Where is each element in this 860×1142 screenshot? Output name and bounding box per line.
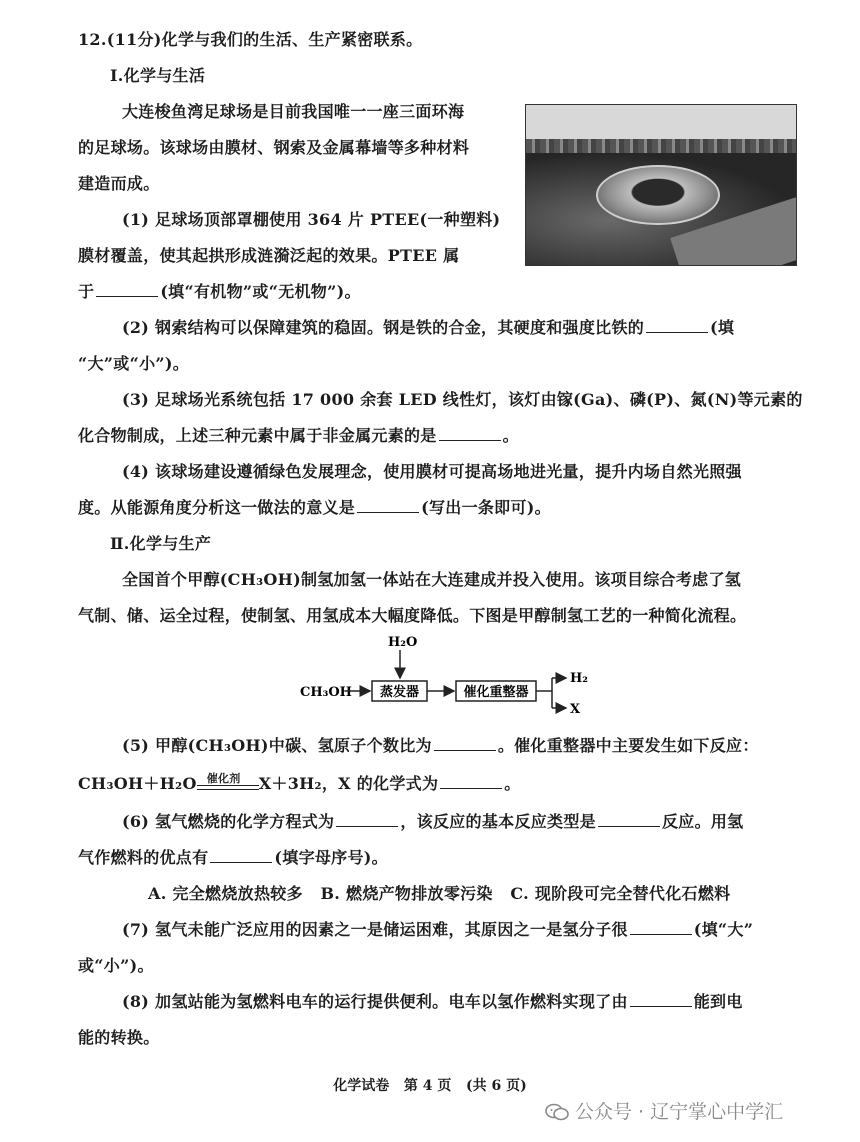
section1-title: Ⅰ.化学与生活 [110,66,206,85]
q5-line-2 [78,772,521,796]
intro-line-2: 的足球场。该球场由膜材、钢索及金属幕墙等多种材料 [78,138,470,157]
q4-suffix: (写出一条即可)。 [421,498,551,517]
evaporator-label: 蒸发器 [379,685,420,700]
q6b-suffix: (填字母序号)。 [274,848,388,867]
q7-line-1 [122,918,753,942]
q5-end: 。 [504,774,521,793]
reaction-line-top [197,785,259,786]
q5-line-1 [122,734,759,758]
q6-options: A. 完全燃烧放热较多 B. 燃烧产物排放零污染 C. 现阶段可完全替代化石燃料 [148,884,731,903]
q8-suffix: 能到电 [693,992,743,1011]
answer-blank-2[interactable] [646,318,708,333]
p2-line-2: 气制、储、运全过程，使制氢、用氢成本大幅度降低。下图是甲醇制氢工艺的一种简化流程。 [78,606,747,625]
photo-skyline [526,139,796,153]
q1-line-3 [78,280,361,304]
answer-blank-5a[interactable] [434,736,496,751]
answer-blank-1[interactable] [96,282,158,297]
answer-blank-5b[interactable] [440,774,502,789]
q7-suffix: (填“大” [693,920,754,939]
q7-prefix: (7) 氢气未能广泛应用的因素之一是储运困难，其原因之一是氢分子很 [122,920,628,939]
diagram-input-water: H₂O [388,635,418,650]
intro-line-3: 建造而成。 [78,174,160,193]
answer-blank-7[interactable] [630,920,692,935]
p2-line-1: 全国首个甲醇(CH₃OH)制氢加氢一体站在大连建成并投入使用。该项目综合考虑了氢 [122,570,742,589]
watermark-text: 公众号 · 辽宁掌心中学汇 [575,1101,784,1123]
photo-stadium [596,165,720,225]
q3-line-2 [78,424,519,448]
answer-blank-6a[interactable] [336,812,398,827]
q2-suffix: (填 [710,318,735,337]
q1-line-1: (1) 足球场顶部罩棚使用 364 片 PTEE(一种塑料) [122,210,501,229]
answer-blank-8[interactable] [630,992,692,1007]
catalyst-label: 催化剂 [206,771,241,785]
reaction-left: CH₃OH＋H₂O [78,774,197,793]
wechat-icon [545,1103,569,1121]
intro-line-1: 大连梭鱼湾足球场是目前我国唯一一座三面环海 [122,102,465,121]
diagram-input-methanol: CH₃OH [300,685,352,700]
q3-prefix: 化合物制成，上述三种元素中属于非金属元素的是 [78,426,437,445]
process-flow-diagram [290,628,610,728]
diagram-output-h2: H₂ [570,671,588,686]
q6-line-1 [122,810,743,834]
q6-suffix: 反应。用氢 [661,812,744,831]
watermark [545,1097,783,1124]
q1-prefix: 于 [78,282,95,301]
reformer-label: 催化重整器 [463,685,529,700]
reaction-right: X＋3H₂，X 的化学式为 [258,774,439,793]
section2-title: Ⅱ.化学与生产 [110,534,212,553]
q6b-prefix: 气作燃料的优点有 [78,848,209,867]
q7-line-2: 或“小”)。 [78,956,154,975]
q8-line-1 [122,990,743,1014]
reaction-arrow [197,771,259,795]
q1-suffix: (填“有机物”或“无机物”)。 [160,282,361,301]
q5-prefix: (5) 甲醇(CH₃OH)中碳、氢原子个数比为 [122,736,432,755]
footer-text: 化学试卷 第 4 页 (共 6 页) [333,1078,527,1094]
reaction-line-bottom [197,789,259,790]
answer-blank-6b[interactable] [598,812,660,827]
q6-line-2 [78,846,388,870]
q4-line-2 [78,496,551,520]
question-header: 12.(11分)化学与我们的生活、生产紧密联系。 [78,30,423,49]
q8-prefix: (8) 加氢站能为氢燃料电车的运行提供便利。电车以氢作燃料实现了由 [122,992,628,1011]
q3-line-1: (3) 足球场光系统包括 17 000 余套 LED 线性灯，该灯由镓(Ga)、磷(P)、氮(N)等元素的 [122,390,803,409]
q5-suffix: 。催化重整器中主要发生如下反应： [497,736,759,755]
diagram-output-x: X [570,702,581,717]
answer-blank-4[interactable] [357,498,419,513]
q2-prefix: (2) 钢索结构可以保障建筑的稳固。钢是铁的合金，其硬度和强度比铁的 [122,318,645,337]
page-footer [0,1075,860,1095]
answer-blank-6c[interactable] [210,848,272,863]
q6-prefix: (6) 氢气燃烧的化学方程式为 [122,812,335,831]
answer-blank-3[interactable] [439,426,501,441]
q8-line-2: 能的转换。 [78,1028,160,1047]
q1-line-2: 膜材覆盖，使其起拱形成涟漪泛起的效果。PTEE 属 [78,246,460,265]
q6-mid: ，该反应的基本反应类型是 [400,812,596,831]
q3-suffix: 。 [502,426,519,445]
stadium-photo [525,104,797,266]
q2-line-2: “大”或“小”)。 [78,354,190,373]
q4-prefix: 度。从能源角度分析这一做法的意义是 [78,498,356,517]
q2-line-1 [122,316,734,340]
q4-line-1: (4) 该球场建设遵循绿色发展理念，使用膜材可提高场地进光量，提升内场自然光照强 [122,462,742,481]
